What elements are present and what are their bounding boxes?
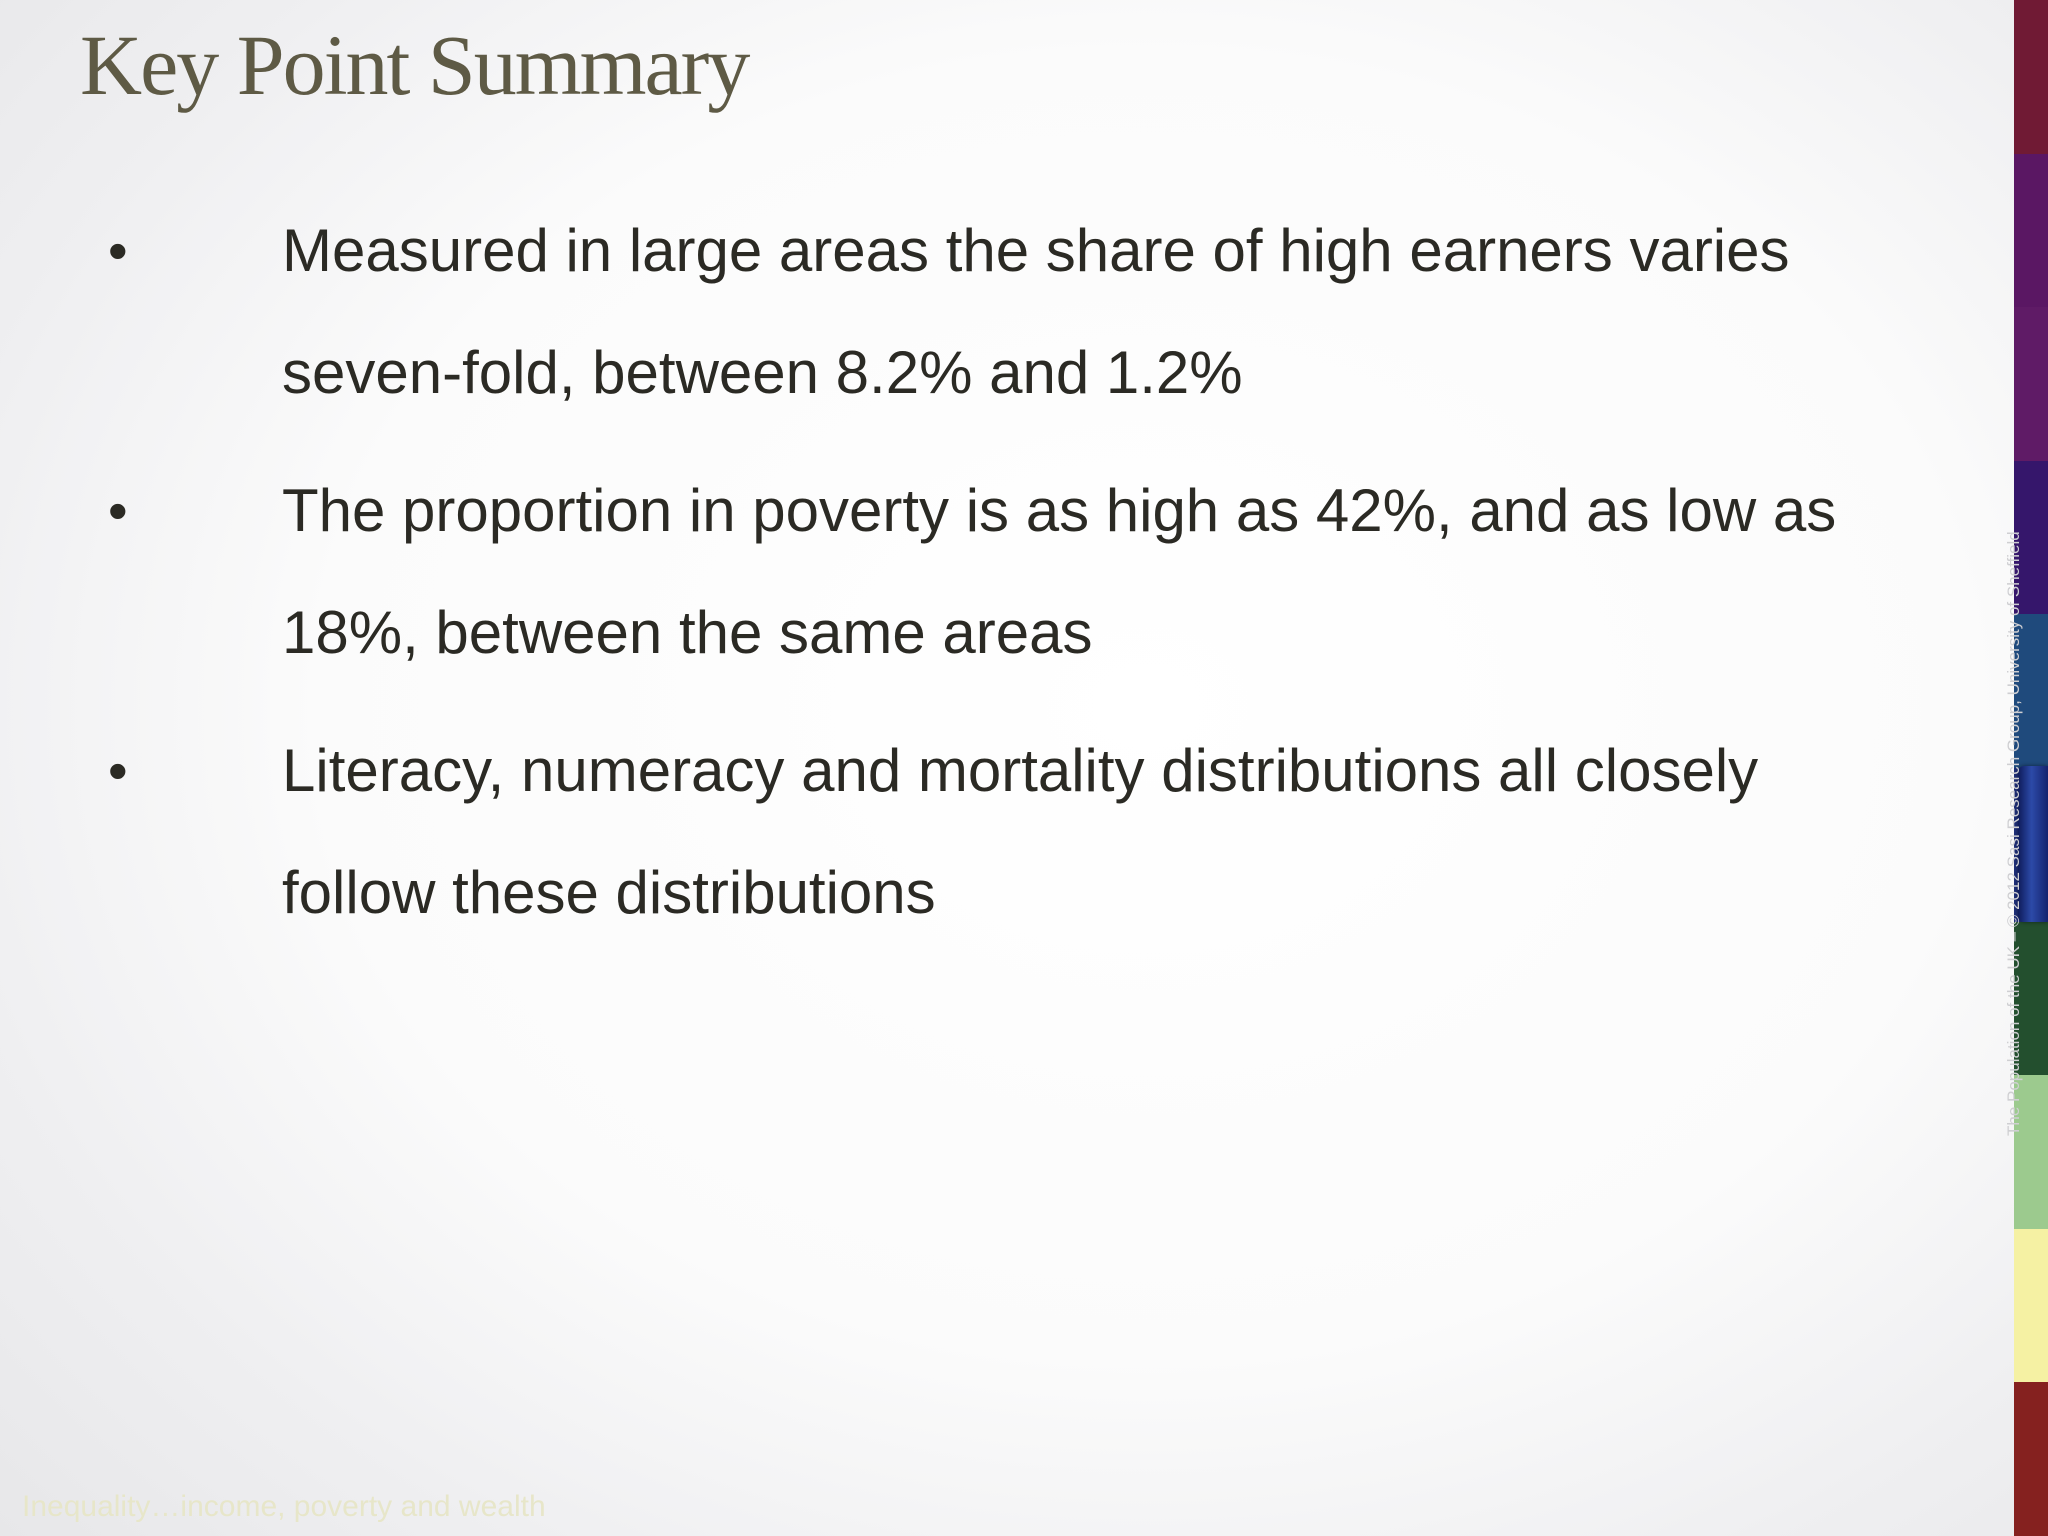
bullet-icon: •	[108, 479, 128, 542]
bullet-text: Literacy, numeracy and mortality distributions all closely follow these distributions	[282, 737, 1759, 926]
bullet-text: The proportion in poverty is as high as 42%, and as low as 18%, between the same areas	[282, 477, 1837, 666]
footer-caption: Inequality…income, poverty and wealth	[22, 1490, 546, 1523]
stripe-segment	[2014, 307, 2048, 461]
bullet-icon: •	[108, 739, 128, 802]
stripe-segment	[2014, 154, 2048, 308]
slide-title: Key Point Summary	[80, 17, 749, 113]
copyright-credit: The Population of the UK – © 2012 Sasi Research Group, University of Sheffield	[2004, 531, 2023, 1136]
bullet-list	[0, 190, 1960, 970]
bullet-text: Measured in large areas the share of high earners varies seven-fold, between 8.2% and 1.2%	[282, 217, 1790, 406]
bullet-item	[0, 190, 1960, 434]
bullet-icon: •	[108, 219, 128, 282]
stripe-segment	[2014, 1382, 2048, 1536]
stripe-segment	[2014, 0, 2048, 154]
bullet-item	[0, 450, 1960, 694]
bullet-item	[0, 710, 1960, 954]
stripe-segment	[2014, 1229, 2048, 1383]
